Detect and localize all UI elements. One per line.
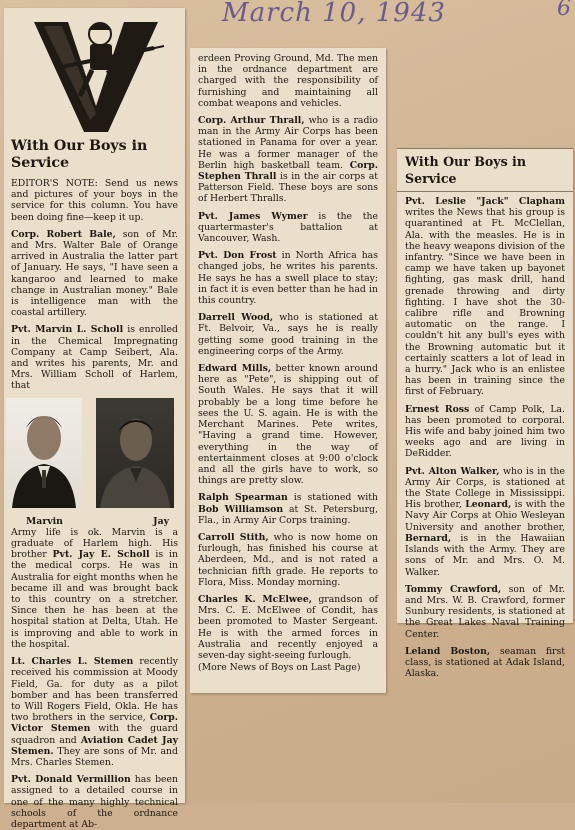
news-item: Army life is ok. Marvin is a graduate of Harlem high. His brother Pvt. Jay E. Scholl is in the medical corps. He was in Australia for eight months when he became ill and was brought back to this country on a stretcher. Since then he has been at the hospital station at Delta, Utah. He is improving and able to work in the hospital. <box>11 526 178 650</box>
continuation-note: (More News of Boys on Last Page) <box>198 662 361 674</box>
news-item: Leland Boston, seaman first class, is stationed at Adak Island, Alaska. <box>405 645 565 680</box>
v-for-victory-logo <box>4 10 185 134</box>
clipping-column-3 <box>397 148 573 680</box>
news-item: Pvt. Alton Walker, who is in the Army Air Corps, is stationed at the State College in Mississippi. His brother, Leonard, is with the Navy Air Corps at Ohio Wesleyan University and another brother, Bernard, is in the Hawaiian Islands with the Army. They are sons of Mr. and Mrs. O. M. Walker. <box>405 465 565 578</box>
news-item: Edward Mills, better known around here as "Pete", is shipping out of South Wales. He says that it will probably be a long time before he sees the U. S. again. He is with the Merchant Marines. Pete writes, "Having a grand time. However, everything in the way of entertainment closes at 9:00 o'clock and all the girls have to work, so things are pretty slow. <box>198 363 378 487</box>
news-item: Pvt. Leslie "Jack" Clapham writes the News that his group is quarantined at Ft. McClellan, Ala. with the measles. He is in the heavy weapons division of the infantry. "Since we have been in camp we have taken up bayonet fighting, gas mask drill, hand grenade throwing and dirty fighting. I have shot the 30-calibre rifle and Browning automatic on the range. I couldn't hit any bull's eyes with the Browning automatic but it certainly scatters a lot of lead in a hurry." Jack who is an enlistee has been in training since the first of February. <box>405 196 565 398</box>
editors-note: EDITOR'S NOTE: Send us news and pictures of your boys in the service for this column. You have been doing fine—keep it up. <box>11 178 178 223</box>
news-item: Ernest Ross of Camp Polk, La. has been promoted to corporal. His wife and baby joined him two weeks ago and are living in DeRidder. <box>405 403 565 460</box>
news-item: Pvt. James Wymer is the the quartermaster's battalion at Vancouver, Wash. <box>198 210 378 245</box>
news-item: Pvt. Donald Vermillion has been assigned to a detailed course in one of the many highly technical schools of the ordnance department at Ab- <box>11 774 179 830</box>
portrait-photos <box>4 398 185 516</box>
news-item: Carroll Stith, who is now home on furlough, has finished his course at Aberdeen, Md., and is not rated a technician fifth grade. He reports to Flora, Miss. Monday morning. <box>198 531 378 588</box>
news-item: Lt. Charles L. Stemen recently received his commission at Moody Field, Ga. for duty as a pilot bomber and has been transferred to Will Rogers Field, Okla. He has two brothers in the service, Corp. Victor Stemen with the guard squadron and Aviation Cadet Jay Stemen. They are sons of Mr. and Mrs. Charles Stemen. <box>11 656 179 768</box>
photo-captions <box>4 516 185 527</box>
news-item: Corp. Arthur Thrall, who is a radio man in the Army Air Corps has been stationed in Panama for over a year. He was a former manager of the Berlin high basketball team. Corp. Stephen Thrall is in the air corps at Patterson Field. These boys are sons of Herbert Thralls. <box>198 115 378 205</box>
clipping-column-1 <box>4 8 185 830</box>
news-item: Darrell Wood, who is stationed at Ft. Belvoir, Va., says he is really getting some good training in the engineering corps of the Army. <box>198 312 379 357</box>
column-headline: With Our Boys in Service <box>405 154 526 186</box>
news-item: Pvt. Marvin L. Scholl is enrolled in the Chemical Impregnating Company at Camp Seibert, Ala. and writes his parents, Mr. and Mrs. William Scholl of Harlem, that <box>11 324 178 392</box>
news-item: Charles K. McElwee, grandson of Mrs. C. E. McElwee of Condit, has been promoted to Master Sergeant. He is with the armed forces in Australia and recently enjoyed a seven-day sight-seeing furlough. <box>198 593 378 661</box>
column-headline: With Our Boys in Service <box>11 138 148 171</box>
news-item: erdeen Proving Ground, Md. The men in the ordnance department are charged with the responsibility of furnishing and maintaining all combat weapons and vehicles. <box>198 53 378 109</box>
portrait-marvin-photo <box>6 398 82 508</box>
top-rule <box>397 148 573 149</box>
clipping-column-2 <box>190 48 386 693</box>
soldier-v-emblem-icon <box>4 10 185 134</box>
portrait-jay-photo <box>96 398 174 508</box>
page-marker: 6 <box>557 0 571 21</box>
handwritten-date: March 10, 1943 <box>222 0 446 28</box>
news-item: Tommy Crawford, son of Mr. and Mrs. W. B. Crawford, former Sunbury residents, is stationed at the Great Lakes Naval Training Center. <box>405 583 565 640</box>
news-item: Ralph Spearman is stationed with Bob Williamson at St. Petersburg, Fla., in Army Air Corps training. <box>198 492 378 526</box>
news-item: Pvt. Don Frost in North Africa has changed jobs, he writes his parents. He says he has a swell place to stay; in fact it is even better than he had in this country. <box>198 250 378 307</box>
caption-jay: Jay <box>153 515 169 527</box>
caption-marvin: Marvin <box>26 515 63 527</box>
news-item: Corp. Robert Bale, son of Mr. and Mrs. Walter Bale of Orange arrived in Australia the latter part of January. He says, "I have seen a kangaroo and learned to make change in Australian money." Bale is intelligence man with the coastal artillery. <box>11 228 178 319</box>
headline-rule <box>397 191 573 192</box>
